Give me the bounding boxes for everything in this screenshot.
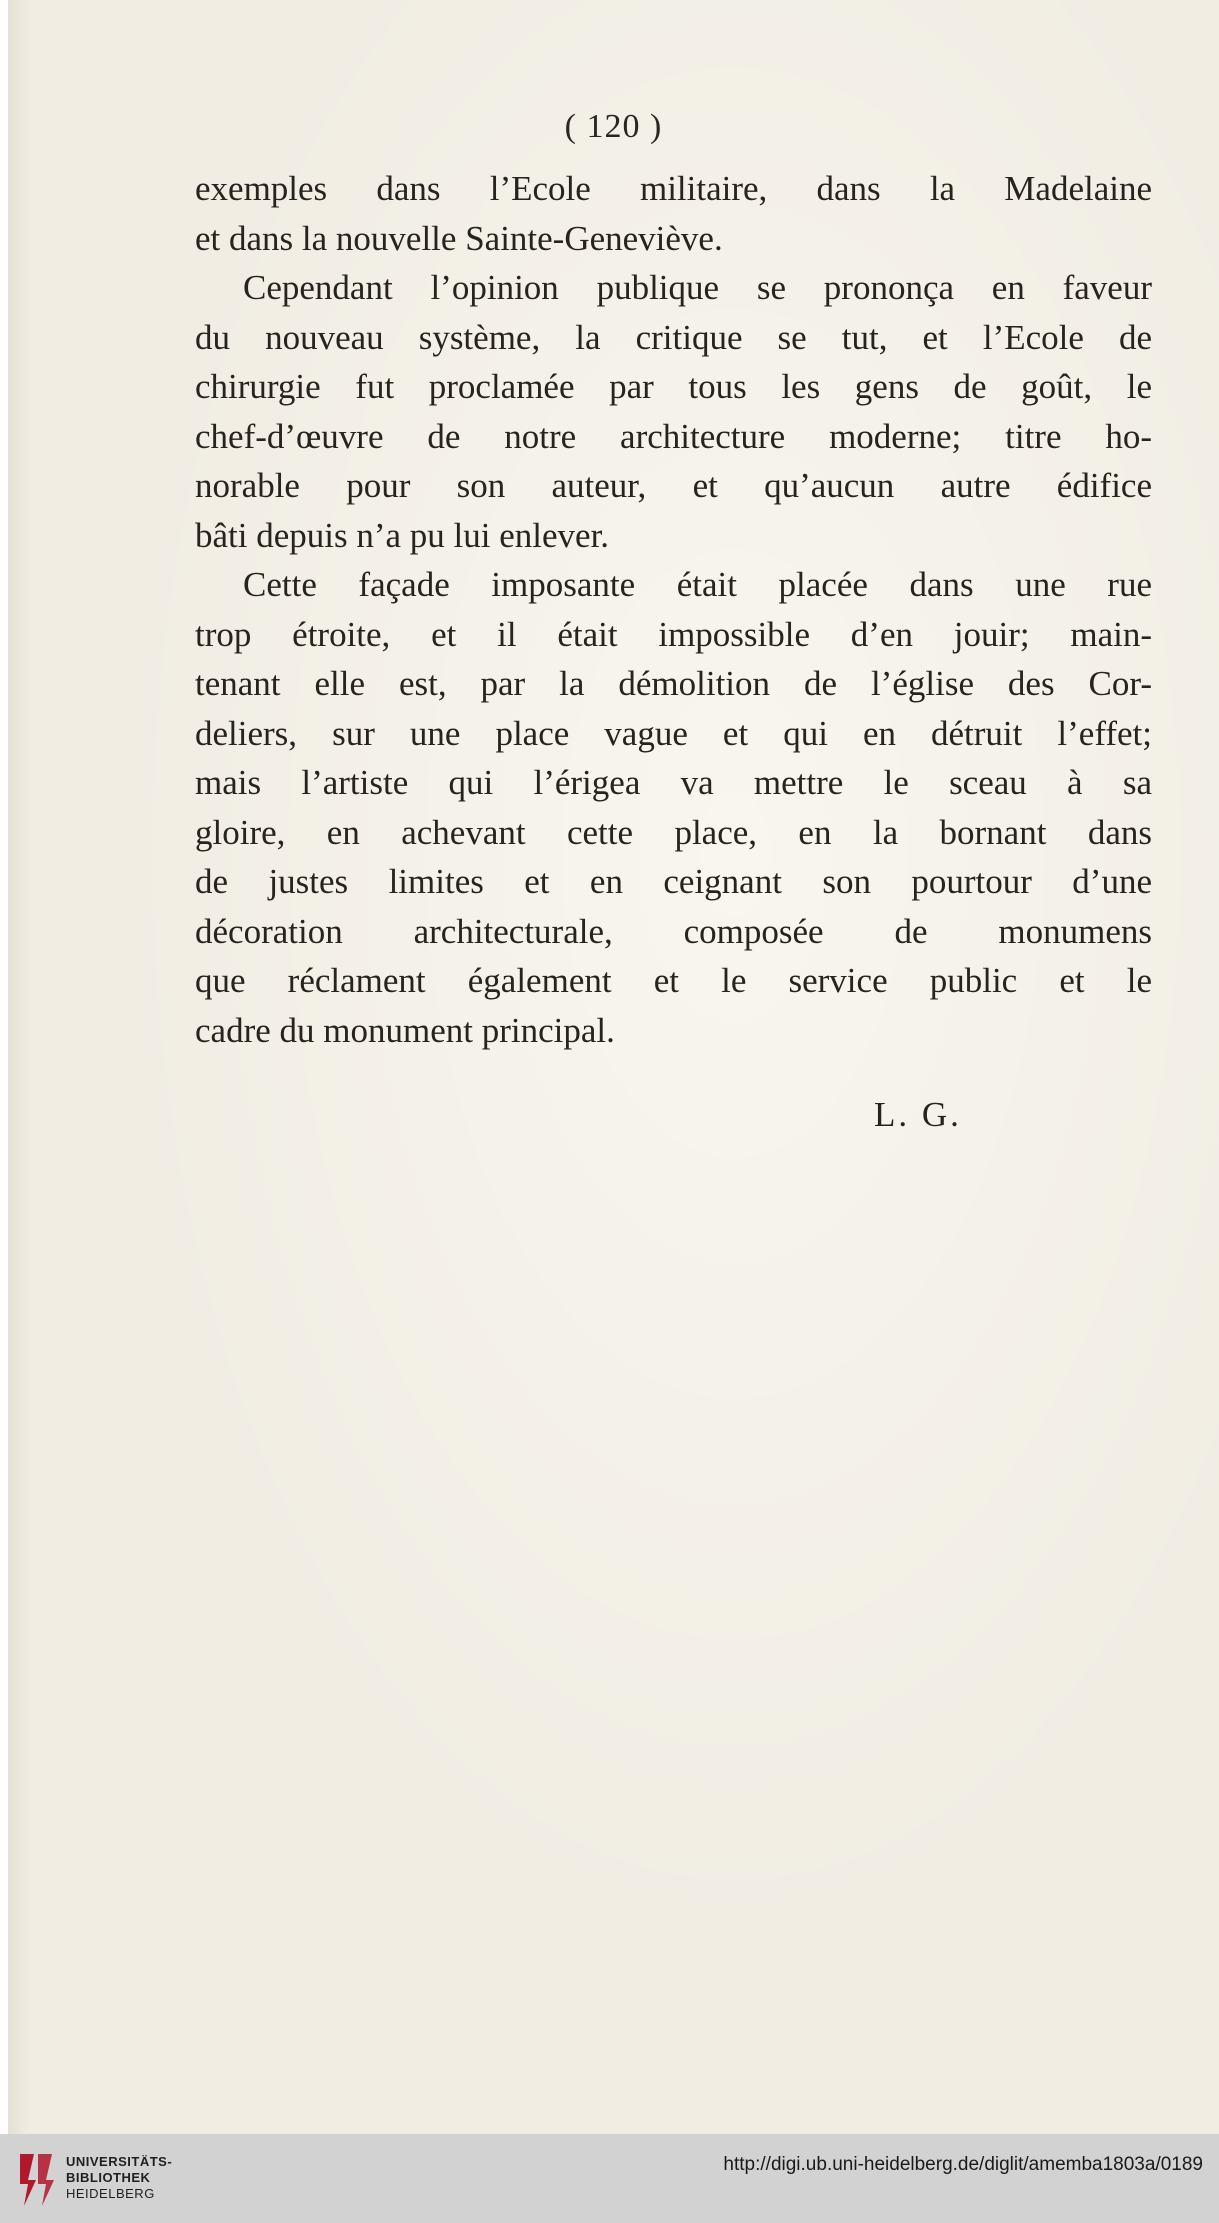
text-line: tenant elle est, par la démolition de l’église des Cor- (195, 664, 1152, 703)
library-name-line-2: BIBLIOTHEK (66, 2170, 151, 2185)
text-line: chirurgie fut proclamée par tous les gens de goût, le (195, 367, 1152, 406)
text-line: trop étroite, et il était impossible d’en jouir; main- (195, 614, 1152, 654)
page-number: ( 120 ) (564, 108, 663, 145)
university-library-logo-icon (14, 2150, 56, 2210)
text-line: et dans la nouvelle Sainte-Geneviève. (195, 218, 723, 258)
library-name-line-1: UNIVERSITÄTS- (66, 2154, 173, 2169)
text-line: cadre du monument principal. (195, 1010, 615, 1050)
text-line: chef-d’œuvre de notre architecture moderne; titre ho- (195, 416, 1152, 456)
text-line: décoration architecturale, composée de monumens (195, 911, 1152, 951)
text-line: de justes limites et en ceignant son pourtour d’une (195, 862, 1152, 901)
text-line: mais l’artiste qui l’érigea va mettre le sceau à sa (195, 763, 1152, 802)
source-url-link[interactable]: http://digi.ub.uni-heidelberg.de/diglit/amemba1803a/0189 (723, 2154, 1203, 2175)
text-line: bâti depuis n’a pu lui enlever. (195, 515, 610, 555)
text-line: Cependant l’opinion publique se prononça en faveur (243, 268, 1152, 307)
text-line: que réclament également et le service public et le (195, 961, 1152, 1000)
text-line: Cette façade imposante était placée dans une rue (243, 565, 1152, 604)
text-line: gloire, en achevant cette place, en la bornant dans (195, 812, 1152, 852)
digitization-footer (0, 2134, 1219, 2223)
text-line: du nouveau système, la critique se tut, et l’Ecole de (195, 317, 1152, 357)
scanned-page (8, 0, 1219, 2134)
signature-initials: L. G. (874, 1095, 962, 1134)
text-line: deliers, sur une place vague et qui en détruit l’effet; (195, 713, 1152, 753)
library-name-line-3: HEIDELBERG (66, 2186, 155, 2201)
library-name (66, 2154, 172, 2202)
text-line: norable pour son auteur, et qu’aucun autre édifice (195, 466, 1152, 505)
body-text (195, 164, 1152, 1055)
text-line: exemples dans l’Ecole militaire, dans la Madelaine (195, 169, 1152, 208)
